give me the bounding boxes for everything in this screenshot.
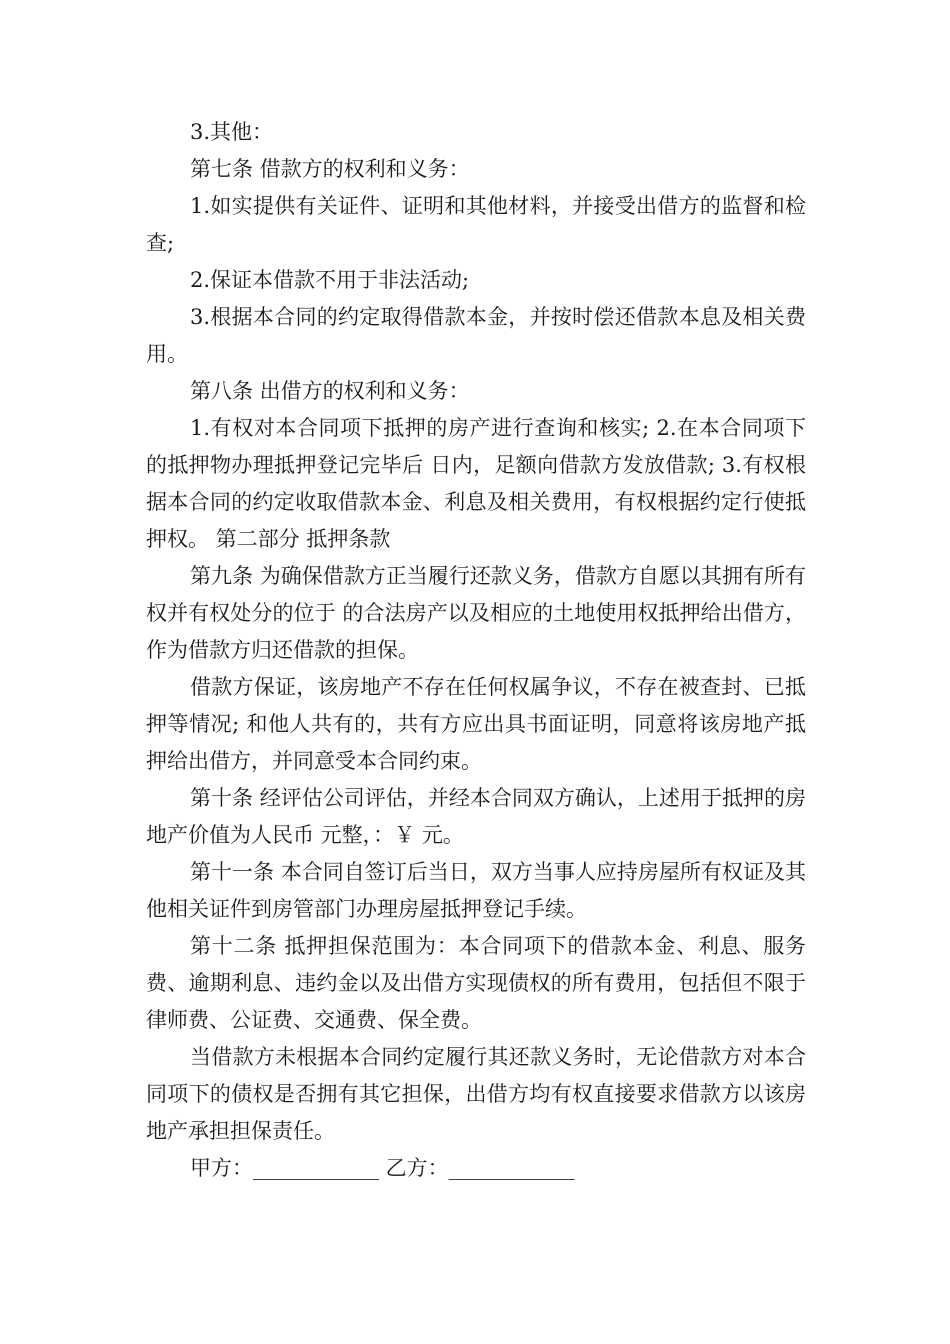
paragraph: 借款方保证，该房地产不存在任何权属争议，不存在被查封、已抵押等情况; 和他人共有的，共有方应出具书面证明，同意将该房地产抵押给出借方，并同意受本合同约束。 bbox=[146, 675, 806, 773]
paragraph: 2.保证本借款不用于非法活动; bbox=[190, 268, 470, 292]
paragraph: 第九条 为确保借款方正当履行还款义务，借款方自愿以其拥有所有权并有权处分的位于 的合法房产以及相应的土地使用权抵押给出借方，作为借款方归还借款的担保。 bbox=[146, 564, 806, 662]
paragraph: 当借款方未根据本合同约定履行其还款义务时，无论借款方对本合同项下的债权是否拥有其它担保，出借方均有权直接要求借款方以该房地产承担担保责任。 bbox=[146, 1045, 806, 1143]
article-heading: 第八条 出借方的权利和义务： bbox=[190, 379, 470, 403]
paragraph: 1.有权对本合同项下抵押的房产进行查询和核实; 2.在本合同项下的抵押物办理抵押登记完毕后 日内，足额向借款方发放借款; 3.有权根据本合同的约定收取借款本金、利息及相关费用，有权根据约定行使抵押权。 第二部分 抵押条款 bbox=[146, 416, 806, 551]
document-body bbox=[146, 114, 806, 1187]
paragraph: 1.如实提供有关证件、证明和其他材料，并接受出借方的监督和检查; bbox=[146, 194, 806, 255]
paragraph: 第十二条 抵押担保范围为：本合同项下的借款本金、利息、服务费、逾期利息、违约金以及出借方实现债权的所有费用，包括但不限于律师费、公证费、交通费、保全费。 bbox=[146, 934, 806, 1032]
paragraph: 第十一条 本合同自签订后当日，双方当事人应持房屋所有权证及其他相关证件到房管部门办理房屋抵押登记手续。 bbox=[146, 860, 806, 921]
signature-line: 甲方：____________ 乙方：____________ bbox=[190, 1156, 575, 1180]
paragraph: 3.根据本合同的约定取得借款本金，并按时偿还借款本息及相关费用。 bbox=[146, 305, 806, 366]
paragraph: 第十条 经评估公司评估，并经本合同双方确认，上述用于抵押的房地产价值为人民币 元整，：￥ 元。 bbox=[146, 786, 806, 847]
article-heading: 第七条 借款方的权利和义务： bbox=[190, 157, 470, 181]
paragraph: 3.其他： bbox=[190, 120, 274, 144]
